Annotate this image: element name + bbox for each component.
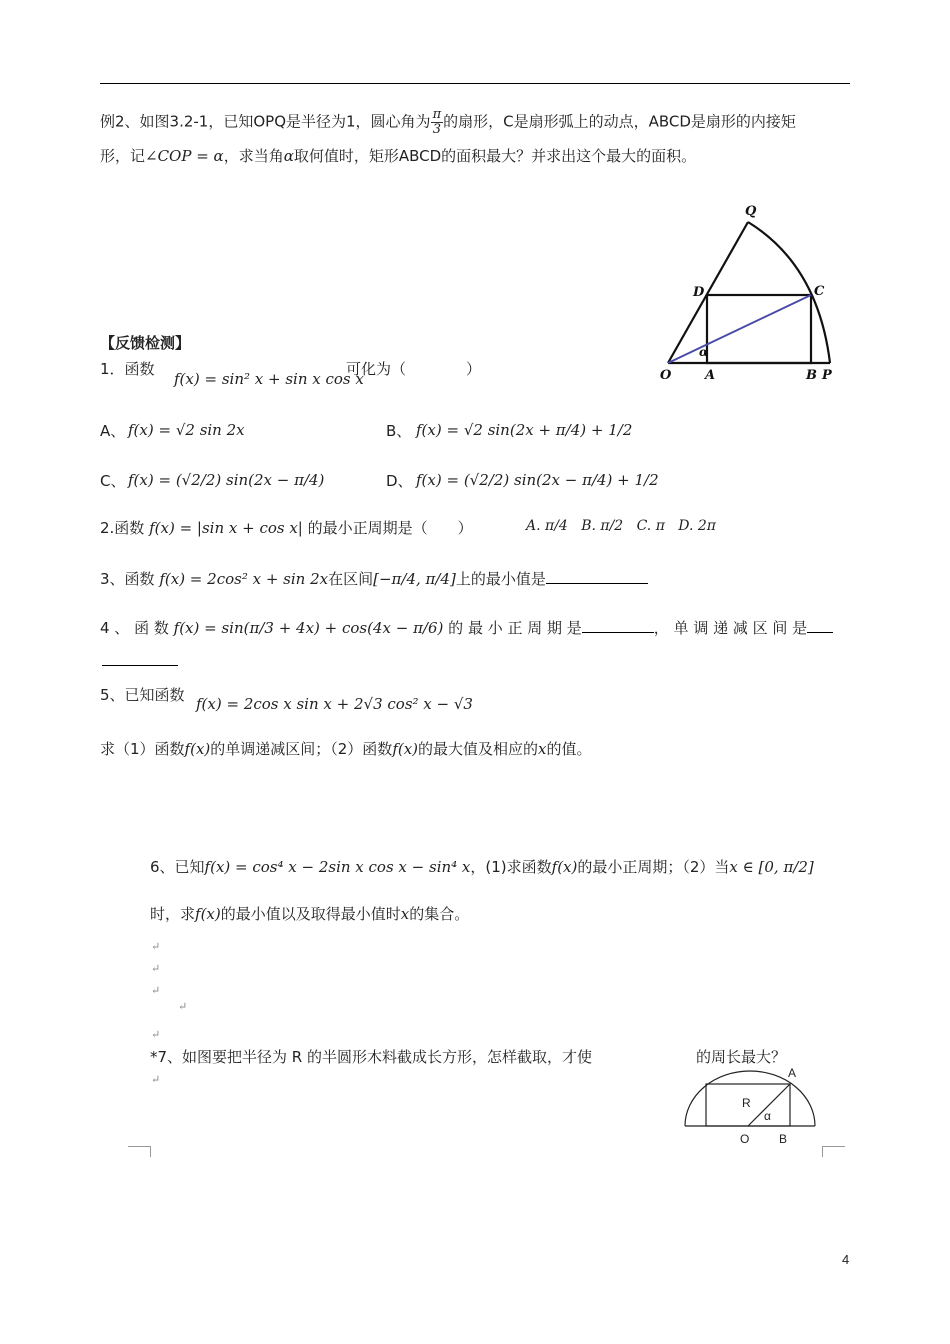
q1-option-b-label: B、 [386, 422, 412, 440]
paragraph-mark: ↵ [151, 984, 161, 997]
q4-interval-blank [807, 618, 833, 633]
q6-question: 时，求f(x)的最小值以及取得最小值时x的集合。 [150, 905, 470, 923]
q1-option-c: f(x) = (√2/2) sin(2x − π/4) [128, 471, 325, 489]
paragraph-mark: ↵ [178, 1000, 188, 1013]
fraction-pi-over-3: $\frac{\pi}{3}$ [432, 107, 442, 137]
label-a: A [788, 1066, 797, 1080]
label-o: O [660, 368, 672, 383]
q1-function: f(x) = sin² x + sin x cos x [174, 370, 364, 388]
q2-option-d: D. 2π [678, 518, 716, 534]
q1-option-a-label: A、 [100, 422, 126, 440]
q2-option-c: C. π [636, 518, 665, 534]
segment-oc [668, 295, 811, 363]
page-number: 4 [842, 1252, 850, 1267]
q6-stem: 6、已知f(x) = cos⁴ x − 2sin x cos x − sin⁴ x，(1)求函数f(x)的最小正周期；（2）当x ∈ [0, π/2] [150, 858, 814, 876]
paragraph-mark: ↵ [151, 940, 161, 953]
label-c: C [814, 284, 825, 299]
q1-stem: 1．函数 [100, 360, 155, 378]
label-o: O [740, 1132, 750, 1146]
q5-question: 求（1）函数f(x)的单调递减区间；（2）函数f(x)的最大值及相应的x的值。 [100, 740, 592, 758]
label-alpha: α [764, 1109, 771, 1123]
semicircle-figure [680, 1064, 820, 1154]
label-p: P [822, 368, 832, 383]
q2-option-b: B. π/2 [581, 518, 624, 534]
q3-stem: 3、函数 f(x) = 2cos² x + sin 2x在区间[−π/4, π/4]上的最小值是 [100, 568, 648, 589]
rectangle-abcd [707, 295, 811, 363]
paragraph-mark: ↵ [151, 962, 161, 975]
label-b: B [779, 1132, 788, 1146]
feedback-title: 【反馈检测】 [100, 334, 191, 352]
q3-answer-blank [546, 569, 648, 584]
sector-figure [650, 195, 840, 385]
label-d: D [693, 285, 705, 300]
q5-function: f(x) = 2cos x sin x + 2√3 cos² x − √3 [196, 695, 473, 713]
q2-options [526, 518, 716, 534]
q1-option-a: f(x) = √2 sin 2x [128, 421, 245, 439]
q7-text: *7、如图要把半径为 R 的半圆形木料截成长方形，怎样截取，才使 [150, 1048, 593, 1066]
q4-period-blank [582, 618, 654, 633]
q1-option-c-label: C、 [100, 472, 126, 490]
q4-stem: 4 、 函 数 f(x) = sin(π/3 + 4x) + cos(4x − π/6) 的 最 小 正 周 期 是 ， 单 调 递 减 区 间 是 [100, 617, 833, 638]
q4-interval-blank-continued [102, 651, 178, 670]
paragraph-mark: ↵ [151, 1073, 161, 1086]
example2-line2: 形，记∠COP = α，求当角α取何值时，矩形ABCD的面积最大？并求出这个最大的面积。 [100, 147, 697, 165]
label-b: B [806, 368, 817, 383]
header-rule [100, 83, 850, 84]
q1-option-b: f(x) = √2 sin(2x + π/4) + 1/2 [416, 421, 633, 439]
label-a: A [705, 368, 716, 383]
q2-stem: 2.函数 f(x) = |sin x + cos x| 的最小正周期是（ ） [100, 519, 473, 537]
q1-stem-end: 可化为（ ） [346, 360, 482, 378]
q1-option-d: f(x) = (√2/2) sin(2x − π/4) + 1/2 [416, 471, 659, 489]
q1-option-d-label: D、 [386, 472, 413, 490]
q2-option-a: A. π/4 [526, 518, 568, 534]
corner-mark-left [128, 1146, 151, 1157]
label-alpha: α [699, 345, 709, 359]
corner-mark-right [822, 1146, 845, 1157]
example2-line1: 例2、如图3.2-1，已知OPQ是半径为1，圆心角为 $\frac{\pi}{3}$ 的扇形，C是扇形弧上的动点，ABCD是扇形的内接矩 [100, 107, 796, 137]
q7-text-end: 的周长最大？ [696, 1048, 787, 1066]
label-q: Q [745, 204, 757, 219]
paragraph-mark: ↵ [151, 1028, 161, 1041]
label-r: R [742, 1096, 751, 1110]
q5-stem: 5、已知函数 [100, 686, 185, 704]
